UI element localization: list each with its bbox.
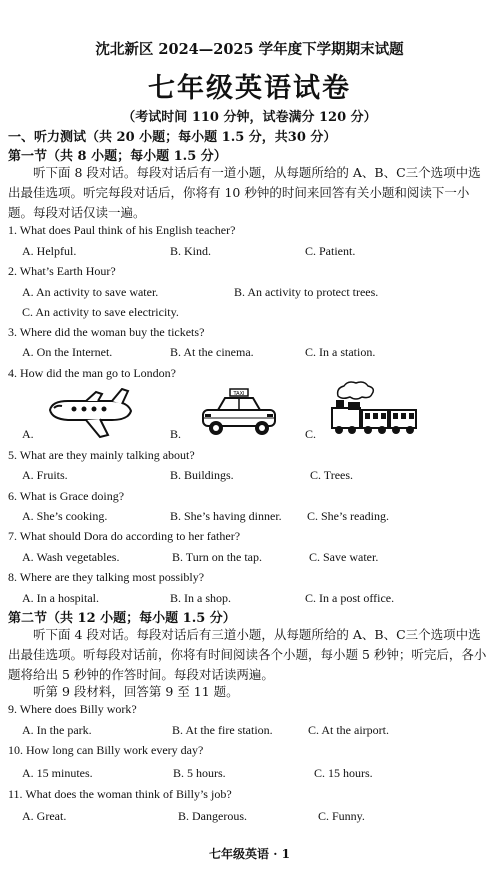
question-6: 6. What is Grace doing? <box>8 489 125 503</box>
section1-instructions: 听下面 8 段对话。每段对话后有一道小题，从每题所给的 A、B、C三个选项中选出最佳选项。听完每段对话后，你将有 10 秒钟的时间来回答有关小题和阅读下一小题。每段对话仅读一遍。 <box>8 165 481 220</box>
q6-option-a: A. She’s cooking. <box>22 509 108 523</box>
q5-option-a: A. Fruits. <box>22 468 68 482</box>
q4-option-b: B. <box>170 427 182 441</box>
q9-option-c: C. At the airport. <box>308 723 389 737</box>
q11-option-b: B. Dangerous. <box>178 809 247 823</box>
q7-option-a: A. Wash vegetables. <box>22 550 120 564</box>
q11-option-a: A. Great. <box>22 809 67 823</box>
q1-option-c: C. Patient. <box>305 244 356 258</box>
taxi-sign-text: TAXI <box>233 391 245 397</box>
question-3: 3. Where did the woman buy the tickets? <box>8 325 205 339</box>
exam-title: 沈北新区 2024—2025 学年度下学期期末试题 <box>95 41 404 58</box>
part1-title: 一、听力测试（共 20 小题；每小题 1.5 分，共30 分） <box>8 130 337 145</box>
section1-title: 第一节（共 8 小题；每小题 1.5 分） <box>8 149 227 164</box>
q1-option-b: B. Kind. <box>170 244 212 258</box>
q7-option-b: B. Turn on the tap. <box>172 550 263 564</box>
question-2: 2. What’s Earth Hour? <box>8 264 116 278</box>
q2-option-b: B. An activity to protect trees. <box>234 285 379 299</box>
q10-option-b: B. 5 hours. <box>173 766 226 780</box>
q8-option-c: C. In a post office. <box>305 591 395 605</box>
question-7: 7. What should Dora do according to her father? <box>8 529 241 543</box>
q11-option-c: C. Funny. <box>318 809 365 823</box>
q4-option-c: C. <box>305 427 317 441</box>
q4-option-a: A. <box>22 427 34 441</box>
q8-option-b: B. In a shop. <box>170 591 231 605</box>
page-footer: 七年级英语 · 1 <box>209 847 290 861</box>
question-1: 1. What does Paul think of his English teacher? <box>8 223 236 237</box>
q1-option-a: A. Helpful. <box>22 244 77 258</box>
question-11: 11. What does the woman think of Billy’s job? <box>8 787 232 801</box>
q10-option-c: C. 15 hours. <box>314 766 373 780</box>
q3-option-b: B. At the cinema. <box>170 345 254 359</box>
material-note: 听第 9 段材料，回答第 9 至 11 题。 <box>33 684 239 699</box>
q5-option-c: C. Trees. <box>310 468 354 482</box>
q6-option-b: B. She’s having dinner. <box>170 509 282 523</box>
q2-option-c: C. An activity to save electricity. <box>22 305 179 319</box>
q3-option-c: C. In a station. <box>305 345 376 359</box>
q10-option-a: A. 15 minutes. <box>22 766 93 780</box>
q3-option-a: A. On the Internet. <box>22 345 113 359</box>
question-10: 10. How long can Billy work every day? <box>8 743 204 757</box>
question-8: 8. Where are they talking most possibly? <box>8 570 205 584</box>
section2-instructions: 听下面 4 段对话。每段对话后有三道小题，从每题所给的 A、B、C三个选项中选出最佳选项。听每段对话前，你将有时间阅读各个小题，每小题 5 秒钟；听完后，各小题将给出 5 秒钟的作答时间。每段对话读两遍。 <box>8 627 487 682</box>
paper-title: 七年级英语试卷 <box>148 73 351 104</box>
q9-option-b: B. At the fire station. <box>172 723 273 737</box>
q9-option-a: A. In the park. <box>22 723 92 737</box>
q6-option-c: C. She’s reading. <box>307 509 389 523</box>
question-9: 9. Where does Billy work? <box>8 702 137 716</box>
train-icon <box>330 380 418 436</box>
taxi-icon <box>200 388 278 438</box>
question-4: 4. How did the man go to London? <box>8 366 176 380</box>
q2-option-a: A. An activity to save water. <box>22 285 159 299</box>
airplane-icon <box>42 388 134 440</box>
exam-info: （考试时间 110 分钟，试卷满分 120 分） <box>122 110 377 125</box>
q7-option-c: C. Save water. <box>309 550 379 564</box>
question-5: 5. What are they mainly talking about? <box>8 448 195 462</box>
q5-option-b: B. Buildings. <box>170 468 234 482</box>
section2-title: 第二节（共 12 小题；每小题 1.5 分） <box>8 611 236 626</box>
q8-option-a: A. In a hospital. <box>22 591 99 605</box>
